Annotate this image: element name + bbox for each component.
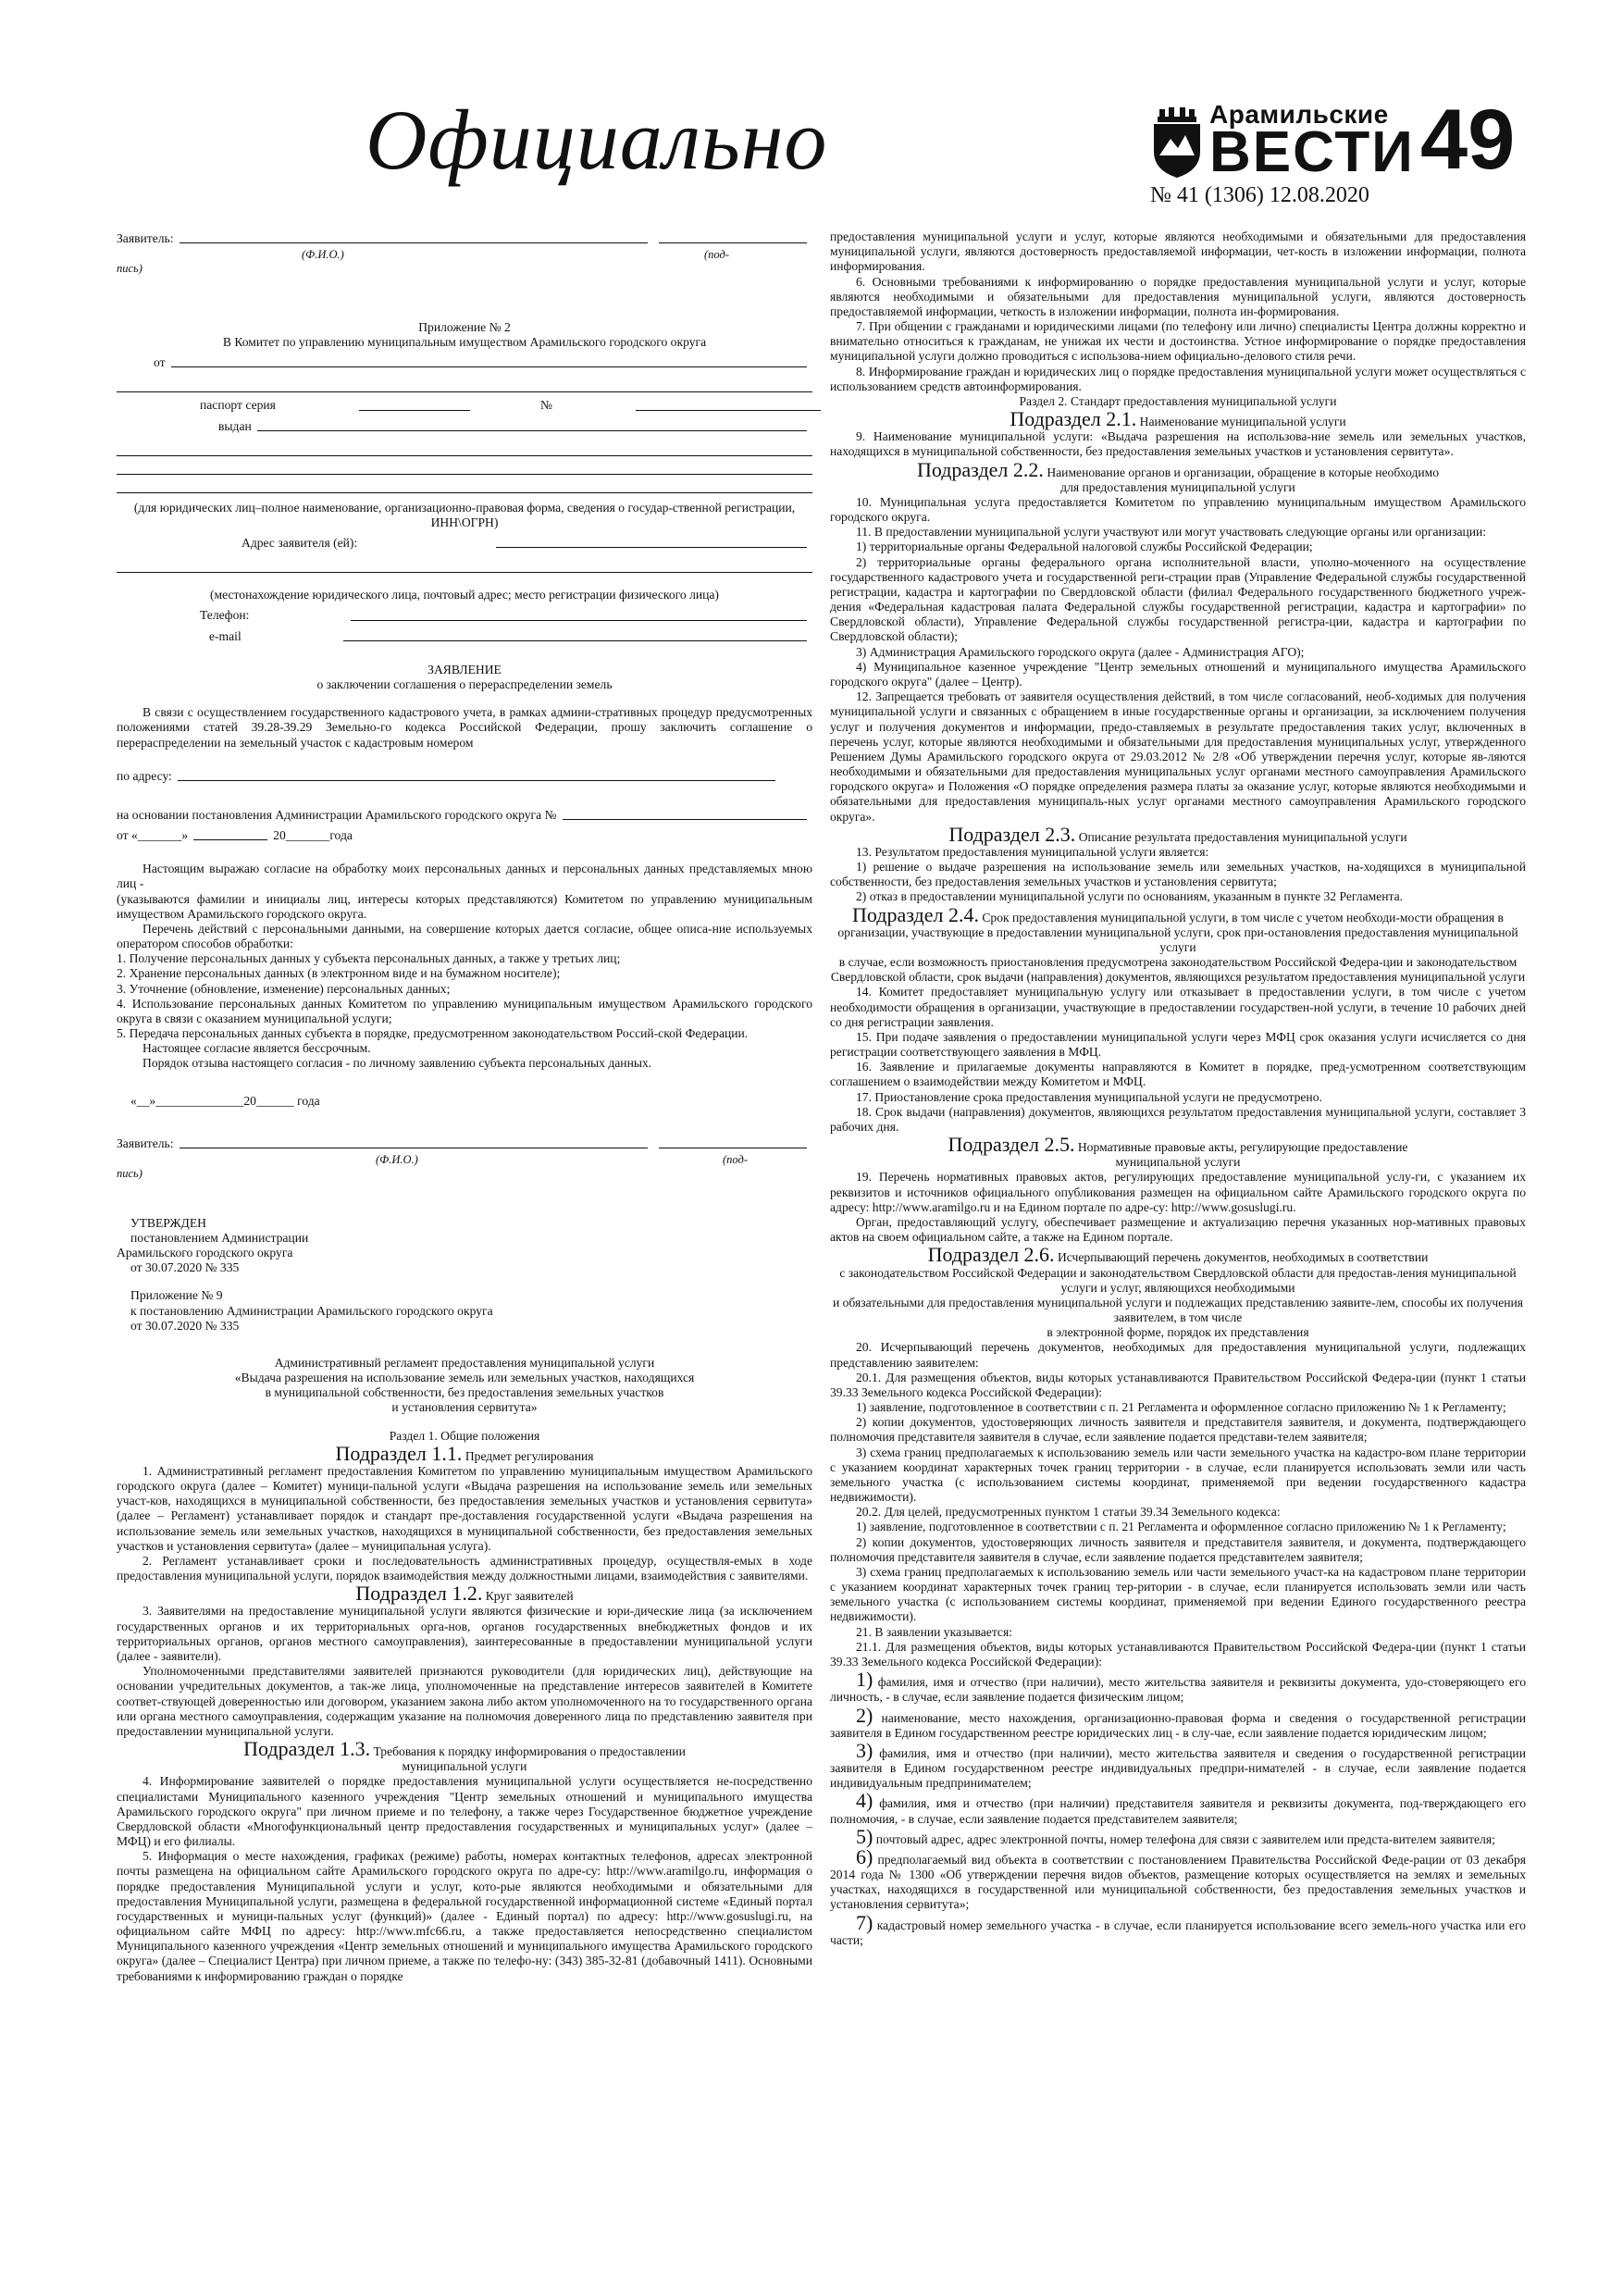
subsection-title-cont: для предоставления муниципальной услуги <box>1060 479 1295 494</box>
logo-big-text: ВЕСТИ <box>1209 120 1415 184</box>
applicant-label: Заявитель: <box>117 231 174 245</box>
passport-number-label: № <box>539 398 552 413</box>
subsection-heading: Подраздел 1.1. <box>335 1441 463 1465</box>
paragraph: 1. Административный регламент предоставления Комитетом по управлению муниципальным имуществом Арамильского городского округа (далее – Комитет) муници-пальной услуги «Выдача разрешения на использование земель или земельных участ-ков, находящихся в муниципальной собственности, без предоставления земельных участков и установления сервитута» (далее – Регламент) устанавливает порядок и стандарт пре-доставления государственной услуги «Выдача разрешения на использование земель или земельных участков, находящихся в муниципальной собственности, без предоставления земельных участков и установления сервитута» (далее – муниципальная услуга). <box>117 1463 812 1553</box>
statement-paragraph: В связи с осуществлением государственного кадастрового учета, в рамках админи-стративных процедур предусмотренных положениями статей 39.28-39.29 Земельно-го кодекса Российской Федерации, прошу заключить соглашение о перераспределении на земельный участок с кадастровым номером <box>117 705 812 750</box>
paragraph: 7. При общении с гражданами и юридическими лицами (по телефону или лично) специалисты Центра должны корректно и внимательно относиться к гражданам, не унижая их чести и достоинства. Устное информирование о порядке предоставления муниципальной услуги должно проводиться с использова-нием официально-делового стиля речи. <box>830 319 1526 364</box>
appendix-9-line: к постановлению Администрации Арамильского городского округа <box>130 1303 493 1318</box>
consent-paragraph: Настоящим выражаю согласие на обработку моих персональных данных и персональных данных представляемых мною лиц - <box>117 862 812 891</box>
paragraph: предоставления муниципальной услуги и услуг, которые являются необходимыми и обязательными для предоставления муниципальной услуги, являются достоверность предоставляемой информации, чет-кость в изложении информации, полнота информирования. <box>830 230 1526 274</box>
paragraph: Уполномоченными представителями заявителей признаются руководители (для юридических лиц), действующие на основании учредительных документов, а так-же лица, уполномоченные на представление интересов заявителей в Комитете соответ-ствующей доверенностью или договором, указанием закона либо актом уполномоченного на то государственного органа или органа местного самоуправления, содержащим указание на полномочия доверенного лица по представлению заявителя при предоставлении муниципальной услуги. <box>117 1664 812 1738</box>
subsection-title: Нормативные правовые акты, регулирующие предоставление <box>1077 1140 1408 1155</box>
year-label: 20_______года <box>273 828 353 843</box>
subsection-title-cont: с законодательством Российской Федерации и законодательством Свердловской области для предостав-ления муниципальной услуги и услуг, являющихся необходимыми <box>839 1265 1517 1295</box>
paragraph: 19. Перечень нормативных правовых актов, регулирующих предоставление муниципальной услу-ги, с указанием их реквизитов и источников официального опубликования размещен на официальном сайте Арамильского городского округа по адресу: http://www.aramilgo.ru и на Едином портале по адре-су: http://www.gosuslugi.ru. <box>830 1170 1526 1214</box>
list-item-text: предполагаемый вид объекта в соответствии с постановлением Правительства Российской Феде-рации от 03 декабря 2014 года № 1300 «Об утверждении перечня видов объектов, размещение которых осуществляется на землях и земельных участках, находящихся в государственной или муниципальной собственности, без предоставления земельных участков и установления сервитута»; <box>830 1852 1526 1912</box>
section-2-heading: Раздел 2. Стандарт предоставления муниципальной услуги <box>1019 393 1337 408</box>
list-number: 5) <box>856 1824 873 1848</box>
list-number: 3) <box>856 1738 873 1762</box>
consent-item: 3. Уточнение (обновление, изменение) персональных данных; <box>117 981 451 996</box>
signature-caption-end: пись) <box>117 1166 142 1180</box>
date-from-label: от «_______» <box>117 828 189 843</box>
location-note: (местонахождение юридического лица, почтовый адрес; место регистрации физического лица) <box>210 588 719 602</box>
signature-caption-end: пись) <box>117 262 142 276</box>
passport-label: паспорт серия <box>200 398 276 413</box>
paragraph: 8. Информирование граждан и юридических лиц о порядке предоставления муниципальной услуги может осуществляться с использованием средств автоинформирования. <box>830 364 1526 393</box>
fio-caption: (Ф.И.О.) <box>376 1152 418 1166</box>
list-item-text: кадастровый номер земельного участка - в случае, если планируется использование всего земель-ного участка или его части; <box>830 1917 1526 1947</box>
subsection-title-cont: в электронной форме, порядок их представления <box>1047 1325 1309 1340</box>
paragraph: 17. Приостановление срока предоставления муниципальной услуги не предусмотрено. <box>856 1089 1322 1104</box>
list-number: 7) <box>856 1910 873 1934</box>
signature-caption: (под- <box>704 248 729 262</box>
list-item-text: фамилия, имя и отчество (при наличии) представителя заявителя и реквизиты документа, под-тверждающего его полномочия, - в случае, если заявление подается представителем заявителя; <box>830 1796 1526 1826</box>
paragraph: 3. Заявителями на предоставление муниципальной услуги являются физические и юри-дические лица (за исключением государственных органов и их территориальных орга-нов, органов государственных внебюджетных фондов и их территориальных органов, органов местного самоуправления), заинтересованные в предоставлении муниципальной услуги (далее - заявители). <box>117 1604 812 1663</box>
paragraph: 2. Регламент устанавливает сроки и последовательность административных процедур, осуществля-емых в ходе предоставления муниципальной услуги, порядок взаимодействия между должностными лицами, взаимодействия с заявителями. <box>117 1553 812 1583</box>
section-title: Официально <box>365 93 828 187</box>
subsection-heading: Подраздел 2.3. <box>948 822 1076 846</box>
date-line: «__»______________20______ года <box>130 1093 320 1108</box>
subsection-title: Требования к порядку информирования о предоставлении <box>373 1744 686 1759</box>
paragraph: 21.1. Для размещения объектов, виды которых устанавливаются Правительством Российской Федера-ции (пункт 1 статьи 39.33 Земельного кодекса Российской Федерации): <box>830 1639 1526 1669</box>
subsection-title: Круг заявителей <box>485 1589 574 1604</box>
paragraph: 9. Наименование муниципальной услуги: «Выдача разрешения на использова-ние земель или земельных участков, находящихся в муниципальной собственности, без предоставления земельных участков и установления сервитута». <box>830 429 1526 459</box>
list-number: 6) <box>856 1844 873 1868</box>
list-item: 1) решение о выдаче разрешения на использование земель или земельных участков, на-ходящихся в муниципальной собственности, без предоставления земельных участков и установления сервитута; <box>830 860 1526 889</box>
list-item-text: почтовый адрес, адрес электронной почты, номер телефона для связи с заявителем или предста-вителем заявителя; <box>875 1831 1495 1846</box>
consent-item: 5. Передача персональных данных субъекта в порядке, предусмотренном законодательством Россий-ской Федерации. <box>117 1026 749 1041</box>
subsection-heading: Подраздел 2.1. <box>1010 407 1137 431</box>
address-field-label: по адресу: <box>117 768 172 783</box>
subsection-title: Наименование органов и организации, обращение в которые необходимо <box>1047 465 1440 479</box>
statement-title: ЗАЯВЛЕНИЕ <box>427 662 502 676</box>
appendix-9-line: от 30.07.2020 № 335 <box>130 1318 240 1333</box>
list-item: 3) схема границ предполагаемых к использованию земель или части земельного участ-ка на кадастровом плане территории с указанием координат характерных точек границ тер-ритории - в случае, если планируется использовать земли или часть земельного участка (с использованием системы координат, применяемой при ведении Единого государственного реестра недвижимости). <box>830 1564 1526 1624</box>
subsection-title-cont: муниципальной услуги <box>402 1759 527 1774</box>
subsection-heading: Подраздел 1.3. <box>243 1737 371 1761</box>
list-number: 4) <box>856 1789 873 1813</box>
list-item <box>830 1910 1526 1948</box>
list-item-text: наименование, место нахождения, организационно-правовая форма и сведения о государственной регистрации заявителя в Едином государственном реестре юридических лиц - в слу-чае, если заявление подается юридическим лицом; <box>830 1710 1526 1740</box>
subsection-title-cont: и обязательными для предоставления муниципальной услуги и подлежащих представлению заявите-лем, способы их получения заявителем, в том числе <box>832 1295 1524 1325</box>
subsection-heading: Подраздел 2.4. <box>852 902 979 926</box>
basis-label: на основании постановления Администрации Арамильского городского округа № <box>117 807 557 822</box>
list-item: 1) заявление, подготовленное в соответствии с п. 21 Регламента и оформленное согласно приложению № 1 к Регламенту; <box>856 1520 1506 1534</box>
issued-label: выдан <box>218 418 252 433</box>
email-label: e-mail <box>209 628 242 643</box>
list-item: 1) заявление, подготовленное в соответствии с п. 21 Регламента и оформленное согласно приложению № 1 к Регламенту; <box>856 1400 1506 1415</box>
consent-actions: Перечень действий с персональными данными, на совершение которых дается согласие, общее описа-ние используемых оператором способов обработки: <box>117 921 812 951</box>
list-item: 2) отказ в предоставлении муниципальной услуги по основаниям, указанным в пункте 32 Регламента. <box>856 889 1404 904</box>
approved-line: от 30.07.2020 № 335 <box>130 1260 240 1275</box>
subsection-title: Наименование муниципальной услуги <box>1139 415 1346 429</box>
subsection-heading: Подраздел 2.5. <box>948 1133 1075 1157</box>
list-item <box>830 1738 1526 1792</box>
approved-line: постановлением Администрации <box>130 1230 309 1245</box>
list-item-text: фамилия, имя и отчество (при наличии), место жительства заявителя и сведения о государственной регистрации заявителя в Едином государственном реестре индивидуальных предпри-нимателей - в случае, если заявление подается индивидуальным предпринимателем; <box>830 1745 1526 1791</box>
issue-number: № 41 (1306) 12.08.2020 <box>1150 183 1369 207</box>
paragraph: 5. Информация о месте нахождения, графиках (режиме) работы, номерах контактных телефонов, адресах электронной почты размещена на официальном сайте Арамильского городского округа по адре-су: http://www.aramilgo.ru, информация о порядке предоставления Муниципальной услуги и услуг, кото-рые являются необходимыми и обязательными для предоставления Муниципальной услуги, размещена в федеральной государственной информационной системе «Единый портал государственных и муници-пальных услуг (функций)» (далее - Единый портал) по адресу: http://www.gosuslugi.ru, на официальном сайте МФЦ по адресу: http://www.mfc66.ru, а также предоставляется непосредственно специалистом Муниципального казенного учреждения «Центр земельных отношений и муниципального имущества Арамильского городского округа» (далее – Специалист Центра) при личном приеме, а также по телефо-ну: (343) 385-32-81 (добавочный 1411). Основными требованиями к информированию граждан о порядке <box>117 1849 812 1983</box>
paragraph: 20. Исчерпывающий перечень документов, необходимых для предоставления муниципальной услуги, подлежащих представлению заявителем: <box>830 1340 1526 1370</box>
consent-revoke: Порядок отзыва настоящего согласия - по личному заявлению субъекта персональных данных. <box>142 1056 652 1071</box>
paragraph: 20.2. Для целей, предусмотренных пунктом 1 статьи 39.34 Земельного кодекса: <box>856 1505 1281 1520</box>
subsection-title: Описание результата предоставления муниципальной услуги <box>1078 829 1407 844</box>
paragraph: 14. Комитет предоставляет муниципальную услугу или отказывает в предоставлении услуги, в том числе с учетом необходимости обращения в организации, участвующие в предоставлении государствен-ной услуги, в течение 10 рабочих дней со дня регистрации заявления. <box>830 985 1526 1029</box>
list-item: 2) копии документов, удостоверяющих личность заявителя и представителя заявителя, и документа, подтверждающего полномочия представителя заявителя в случае, если заявление подается представителем заявителя; <box>830 1534 1526 1564</box>
paragraph: 12. Запрещается требовать от заявителя осуществления действий, в том числе согласований, необ-ходимых для получения муниципальной услуги и связанных с обращением в иные государственные органы и организации, за исключением получения услуг и получения документов и информации, предо-ставляемых в результате предоставления таких услуг, включенных в перечень услуг, которые являются необходимыми и обязательными для предоставления муниципальных услуг, утвержденного Решением Думы Арамильского городского округа от 29.03.2012 № 2/8 «Об утверждении перечня услуг, которые яв-ляются необходимыми и обязательными для предоставления муниципальных услуг органами местного самоуправления Арамильского городского округа» и Положения «О порядке определения размера платы за оказание услуг, которые являются необходимыми и обязательными для предоставления муниципаль-ных услуг органами местного самоуправления Арамильского городского округа». <box>830 689 1526 824</box>
from-label: от <box>154 355 166 370</box>
paragraph: 11. В предоставлении муниципальной услуги участвуют или могут участвовать следующие органы или организации: <box>856 525 1487 540</box>
regulation-title: «Выдача разрешения на использование земель или земельных участков, находящихся <box>234 1371 695 1385</box>
subsection-title-cont: муниципальной услуги <box>1115 1155 1241 1170</box>
paragraph: 10. Муниципальная услуга предоставляется Комитетом по управлению муниципальным имуществом Арамильского городского округа. <box>830 494 1526 525</box>
applicant-label: Заявитель: <box>117 1136 174 1150</box>
consent-item: 4. Использование персональных данных Комитетом по управлению муниципальным имуществом Арамильского городского округа в связи с оказанием муниципальной услуги; <box>117 996 812 1025</box>
phone-label: Телефон: <box>200 608 250 623</box>
consent-item: 2. Хранение персональных данных (в электронном виде и на бумажном носителе); <box>117 966 561 981</box>
legal-entity-note: (для юридических лиц–полное наименование, организационно-правовая форма, сведения о государ-ственной регистрации, ИНН\ОГРН) <box>133 500 796 529</box>
paragraph: 21. В заявлении указывается: <box>856 1624 1012 1639</box>
signature-line <box>659 242 807 243</box>
paragraph: 4. Информирование заявителей о порядке предоставления муниципальной услуги осуществляется не-посредственно специалистами Муниципального казенного учреждения "Центр земельных отношений и муниципального имущества Арамильского городского округа" при личном приеме и по телефону, а также через Государственное бюджетное учреждение Свердловской области «Многофункциональный центр предоставления государственных и муниципальных услуг» (далее – МФЦ) и его филиалы. <box>117 1774 812 1849</box>
right-column <box>830 230 1526 1948</box>
paragraph: 18. Срок выдачи (направления) документов, являющихся результатом предоставления муниципальной услуги, составляет 3 рабочих дня. <box>830 1104 1526 1134</box>
paragraph: 16. Заявление и прилагаемые документы направляются в Комитет в порядке, пред-усмотренном соответствующим соглашением о взаимодействии между Комитетом и МФЦ. <box>830 1060 1526 1089</box>
subsection-title: Срок предоставления муниципальной услуги, в том числе с учетом необходи-мости обращения в организации, участвующие в предоставлении муниципальной услуги, срок при-остановления предоставления муниципальной услуги <box>837 910 1518 954</box>
list-item <box>830 1824 1526 1848</box>
consent-paragraph-cont: (указываются фамилии и инициалы лиц, интересы которых представляются) Комитетом по управлению муниципальным имуществом Арамильского городского округа. <box>117 891 812 921</box>
list-item: 3) Администрация Арамильского городского округа (далее - Администрация АГО); <box>856 644 1305 659</box>
approved-line: Арамильского городского округа <box>117 1246 293 1260</box>
list-item: 2) копии документов, удостоверяющих личность заявителя и представителя заявителя, и документа, подтверждающего полномочия представителя заявителя в случае, если заявление подается представи-телем заявителя; <box>830 1415 1526 1445</box>
page-number: 49 <box>1420 93 1516 187</box>
appendix-2: Приложение № 2 <box>418 319 511 334</box>
subsection-title-cont: в случае, если возможность приостановления предусмотрена законодательством Российской Федера-ции и законодательством Свердловской области, срок выдачи (направления) документов, являющихся результатом предоставления муниципальной услуги <box>830 955 1526 985</box>
section-1-heading: Раздел 1. Общие положения <box>389 1428 540 1443</box>
appendix-9: Приложение № 9 <box>130 1288 223 1303</box>
regulation-title: и установления сервитута» <box>391 1400 538 1415</box>
applicant-name-line <box>180 242 648 243</box>
subsection-heading: Подраздел 2.6. <box>927 1243 1055 1267</box>
paragraph: 13. Результатом предоставления муниципальной услуги является: <box>856 844 1209 859</box>
list-item <box>830 1791 1526 1826</box>
newspaper-logo <box>1150 100 1415 184</box>
subsection-heading: Подраздел 2.2. <box>916 457 1044 481</box>
list-item: 2) территориальные органы федерального органа исполнительной власти, уполно-моченного на осуществление государственного кадастрового учета и государственной реги-страции прав (Управление Федеральной службы государственной регистрации, кадастра и картографии по Свердловской области (филиал Федерального государственного бюджетного учреж-дения «Федеральная кадастровая палата Федеральной службы государственной регистрации, кадастра и картографии» по Свердловской области), Управление Федеральной службы государственной регистра-ции, кадастра и картографии по Свердловской области); <box>830 554 1526 644</box>
list-item <box>830 1669 1526 1705</box>
list-number: 1) <box>856 1668 873 1692</box>
list-item: 1) территориальные органы Федеральной налоговой службы Российской Федерации; <box>856 540 1313 554</box>
consent-term: Настоящее согласие является бессрочным. <box>142 1041 371 1056</box>
subsection-heading: Подраздел 1.2. <box>355 1582 483 1606</box>
fio-caption: (Ф.И.О.) <box>302 248 344 262</box>
logo-small-text: Арамильские <box>1209 100 1389 129</box>
regulation-title: в муниципальной собственности, без предоставления земельных участков <box>265 1385 664 1400</box>
addressee: В Комитет по управлению муниципальным имуществом Арамильского городского округа <box>222 335 707 350</box>
signature-caption: (под- <box>723 1152 748 1166</box>
list-number: 2) <box>856 1703 873 1727</box>
statement-subtitle: о заключении соглашения о перераспределении земель <box>316 676 613 691</box>
paragraph: Орган, предоставляющий услугу, обеспечивает размещение и актуализацию перечня указанных нор-мативных правовых актов на своем официальном сайте, а также на Едином портале. <box>830 1215 1526 1245</box>
regulation-title: Административный регламент предоставления муниципальной услуги <box>274 1355 655 1370</box>
left-column <box>117 230 812 1984</box>
list-item: 3) схема границ предполагаемых к использованию земель или части земельного участка на кадастро-вом плане территории с указанием координат характерных точек границ территории - в случае, если планируется использовать земли или часть земельного участка (с использованием системы координат, применяемой при ведении государственного кадастра недвижимости). <box>830 1445 1526 1505</box>
consent-item: 1. Получение персональных данных у субъекта персональных данных, а также у третьих лиц; <box>117 951 621 966</box>
list-item-text: фамилия, имя и отчество (при наличии), место жительства заявителя и реквизиты документа, удо-стоверяющего его личность, - в случае, если заявление подается физическим лицом; <box>830 1675 1526 1705</box>
list-item <box>830 1844 1526 1913</box>
paragraph: 6. Основными требованиями к информированию о порядке предоставления муниципальной услуги и услуг, которые являются необходимыми и обязательными для предоставления муниципальной услуги, являются достоверность предоставляемой информации, четкость в изложении информации, полнота ин-формирования. <box>830 274 1526 318</box>
list-item: 4) Муниципальное казенное учреждение "Центр земельных отношений и муниципального имущества Арамильского городского округа" (далее – Центр). <box>830 659 1526 689</box>
approved-title: УТВЕРЖДЕН <box>130 1215 206 1230</box>
city-crest-icon <box>1150 107 1204 178</box>
address-label: Адрес заявителя (ей): <box>242 536 358 551</box>
subsection-title: Предмет регулирования <box>465 1448 594 1463</box>
paragraph: 20.1. Для размещения объектов, виды которых устанавливаются Правительством Российской Федера-ции (пункт 1 статьи 39.33 Земельного кодекса Российской Федерации): <box>830 1370 1526 1399</box>
subsection-title: Исчерпывающий перечень документов, необходимых в соответствии <box>1057 1250 1429 1265</box>
paragraph: 15. При подаче заявления о предоставлении муниципальной услуги через МФЦ срок оказания услуги исчисляется со дня регистрации соответствующего заявления в МФЦ. <box>830 1029 1526 1060</box>
list-item <box>830 1703 1526 1741</box>
